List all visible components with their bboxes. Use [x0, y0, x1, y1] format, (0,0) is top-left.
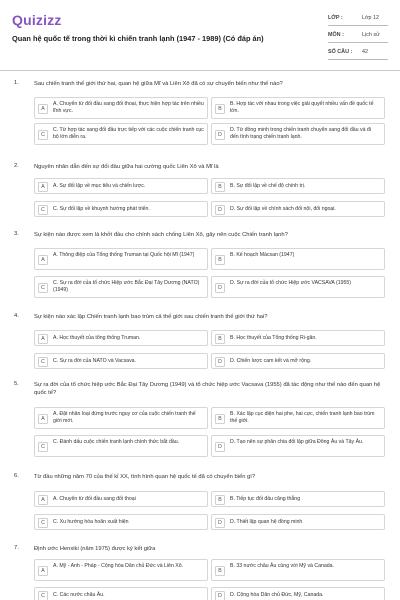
- option-letter: C: [38, 591, 48, 600]
- option-text: D. Chiến lược cam kết và mở rộng.: [230, 358, 312, 364]
- option-d[interactable]: [211, 514, 385, 530]
- option-letter: A: [38, 182, 48, 192]
- question-3: [12, 231, 390, 303]
- option-text: B. Sự đối lập về chế độ chính trị.: [230, 183, 306, 189]
- option-letter: A: [38, 495, 48, 505]
- option-text: A. Đặt nhân loại đứng trước nguy cơ của cuộc chiến tranh thế giới mới.: [53, 411, 196, 424]
- option-letter: B: [215, 334, 225, 344]
- option-letter: C: [38, 518, 48, 528]
- option-c[interactable]: [34, 201, 208, 217]
- question-number: 7.: [14, 545, 19, 551]
- question-5: [12, 381, 390, 463]
- option-c[interactable]: [34, 353, 208, 369]
- option-letter: D: [215, 591, 225, 600]
- question-7: [12, 545, 390, 600]
- option-text: B. Tiếp tục đối đầu căng thẳng: [230, 496, 301, 502]
- option-d[interactable]: [211, 353, 385, 369]
- option-letter: D: [215, 283, 225, 293]
- option-c[interactable]: [34, 276, 208, 298]
- option-letter: B: [215, 255, 225, 265]
- option-letter: A: [38, 104, 48, 114]
- option-letter: B: [215, 566, 225, 576]
- question-4: [12, 313, 390, 373]
- option-b[interactable]: [211, 248, 385, 270]
- option-a[interactable]: [34, 97, 208, 119]
- meta-label: SỐ CÂU :: [328, 49, 353, 55]
- option-letter: C: [38, 205, 48, 215]
- option-c[interactable]: [34, 435, 208, 457]
- option-a[interactable]: [34, 407, 208, 429]
- option-letter: C: [38, 130, 48, 140]
- option-b[interactable]: [211, 178, 385, 194]
- option-letter: A: [38, 255, 48, 265]
- option-b[interactable]: [211, 559, 385, 581]
- option-text: A. Mỹ - Anh - Pháp - Cộng hòa Dân chủ Đức và Liên Xô.: [53, 563, 184, 569]
- meta-underline: [328, 59, 388, 60]
- option-text: B. Học thuyết của Tổng thống Ri-gân.: [230, 335, 317, 341]
- option-text: B. 33 nước châu Âu cùng với Mỹ và Canada.: [230, 563, 334, 569]
- option-b[interactable]: [211, 97, 385, 119]
- option-text: D. Cộng hòa Dân chủ Đức, Mỹ, Canada.: [230, 592, 324, 598]
- meta-question-count: [328, 46, 388, 60]
- option-text: D. Tạo nên sự phân chia đối lập giữa Đông Âu và Tây Âu.: [230, 439, 364, 445]
- option-text: D. Sự đối lập về chính sách đối nội, đối ngoại.: [230, 206, 336, 212]
- meta-subject: [328, 29, 388, 43]
- option-letter: D: [215, 205, 225, 215]
- option-c[interactable]: [34, 587, 208, 600]
- option-text: A. Chuyển từ đối đầu sang đối thoại: [53, 496, 136, 502]
- quizizz-logo: Quizizz: [12, 12, 62, 28]
- header-divider: [0, 70, 400, 71]
- option-d[interactable]: [211, 276, 385, 298]
- option-a[interactable]: [34, 491, 208, 507]
- option-letter: B: [215, 104, 225, 114]
- option-text: C. Sự ra đời của tổ chức Hiệp ước Bắc Đại Tây Dương (NATO) (1949): [53, 280, 200, 293]
- option-letter: B: [215, 182, 225, 192]
- question-text: Nguyên nhân dẫn đến sự đối đầu giữa hai cường quốc Liên Xô và Mĩ là: [34, 164, 219, 170]
- option-b[interactable]: [211, 407, 385, 429]
- question-6: [12, 473, 390, 533]
- meta-value: 42: [362, 49, 368, 55]
- question-text: Định ước Henxiki (năm 1975) được ký kết giữa: [34, 546, 156, 552]
- option-letter: D: [215, 357, 225, 367]
- question-1: [12, 80, 390, 150]
- question-number: 4.: [14, 313, 19, 319]
- meta-label: MÔN :: [328, 32, 344, 38]
- meta-underline: [328, 42, 388, 43]
- option-letter: A: [38, 414, 48, 424]
- page-header: [12, 12, 388, 64]
- option-letter: C: [38, 442, 48, 452]
- option-c[interactable]: [34, 123, 208, 145]
- option-text: C. Xu hướng hòa hoãn xuất hiện: [53, 519, 129, 525]
- question-text: Sự ra đời của tổ chức hiệp ước Bắc Đại Tây Dương (1949) và tổ chức hiệp ước Vacsava (1955) đã tác động như thế nào đến quan hệ quốc tế?: [34, 382, 381, 396]
- option-b[interactable]: [211, 330, 385, 346]
- meta-value: Lớp 12: [362, 15, 380, 21]
- option-text: C. Sự đối lập về khuynh hướng phát triển.: [53, 206, 150, 212]
- question-number: 3.: [14, 231, 19, 237]
- option-text: B. Hợp tác với nhau trong việc giải quyết nhiều vấn đề quốc tế lớn.: [230, 101, 374, 114]
- option-a[interactable]: [34, 248, 208, 270]
- option-a[interactable]: [34, 330, 208, 346]
- meta-label: LỚP :: [328, 15, 343, 21]
- question-text: Sự kiện nào xác lập Chiến tranh lạnh bao trùm cả thế giới sau chiến tranh thế giới thứ hai?: [34, 314, 268, 320]
- question-number: 2.: [14, 163, 19, 169]
- question-text: Sự kiện nào được xem là khởi đầu cho chính sách chống Liên Xô, gây nên cuộc Chiến tranh lạnh?: [34, 232, 288, 238]
- meta-value: Lịch sử: [362, 32, 380, 38]
- option-a[interactable]: [34, 559, 208, 581]
- option-text: C. Từ hợp tác sang đối đầu trực tiếp với các cuộc chiến tranh cục bộ lớn diễn ra.: [53, 127, 204, 140]
- meta-grade: [328, 12, 388, 26]
- option-letter: A: [38, 566, 48, 576]
- question-number: 5.: [14, 381, 19, 387]
- option-letter: C: [38, 283, 48, 293]
- option-c[interactable]: [34, 514, 208, 530]
- page-title: Quan hệ quốc tế trong thời kì chiến tranh lạnh (1947 - 1989) (Có đáp án): [12, 34, 264, 43]
- option-a[interactable]: [34, 178, 208, 194]
- option-letter: D: [215, 130, 225, 140]
- option-text: B. Xác lập cục diện hai phe, hai cực, chiến tranh lạnh bao trùm thế giới.: [230, 411, 375, 424]
- option-text: C. Đánh dấu cuộc chiến tranh lạnh chính thức bắt đầu.: [53, 439, 180, 445]
- option-d[interactable]: [211, 123, 385, 145]
- option-text: C. Các nước châu Âu.: [53, 592, 105, 598]
- option-text: D. Thiết lập quan hệ đồng minh: [230, 519, 303, 525]
- option-d[interactable]: [211, 587, 385, 600]
- option-d[interactable]: [211, 201, 385, 217]
- option-letter: D: [215, 442, 225, 452]
- meta-underline: [328, 25, 388, 26]
- option-letter: C: [38, 357, 48, 367]
- question-text: Từ đầu những năm 70 của thế kỉ XX, tình hình quan hệ quốc tế đã có chuyển biến gì?: [34, 474, 256, 480]
- question-number: 6.: [14, 473, 19, 479]
- option-text: A. Sự đối lập về mục tiêu và chiến lược.: [53, 183, 146, 189]
- option-letter: D: [215, 518, 225, 528]
- option-letter: B: [215, 414, 225, 424]
- option-text: A. Thông điệp của Tổng thống Truman tại Quốc hội Mĩ (1947): [53, 252, 195, 258]
- question-number: 1.: [14, 80, 19, 86]
- question-text: Sau chiến tranh thế giới thứ hai, quan hệ giữa Mĩ và Liên Xô đã có sự chuyển biến như thế nào?: [34, 81, 283, 87]
- option-letter: A: [38, 334, 48, 344]
- option-d[interactable]: [211, 435, 385, 457]
- option-letter: B: [215, 495, 225, 505]
- option-text: C. Sự ra đời của NATO và Vacsava.: [53, 358, 136, 364]
- option-text: B. Kế hoạch Mácsan (1947): [230, 252, 295, 258]
- option-text: D. Từ đồng minh trong chiến tranh chuyển sang đối đầu và đi đến tình trạng chiến tranh lạnh.: [230, 127, 371, 140]
- option-text: D. Sự ra đời của tổ chức Hiệp ước VACSAVA (1955): [230, 280, 352, 286]
- option-b[interactable]: [211, 491, 385, 507]
- question-2: [12, 163, 390, 223]
- option-text: A. Học thuyết của tổng thống Truman.: [53, 335, 141, 341]
- option-text: A. Chuyển từ đối đầu sang đối thoại, thực hiện hợp tác trên nhiều lĩnh vực.: [53, 101, 204, 114]
